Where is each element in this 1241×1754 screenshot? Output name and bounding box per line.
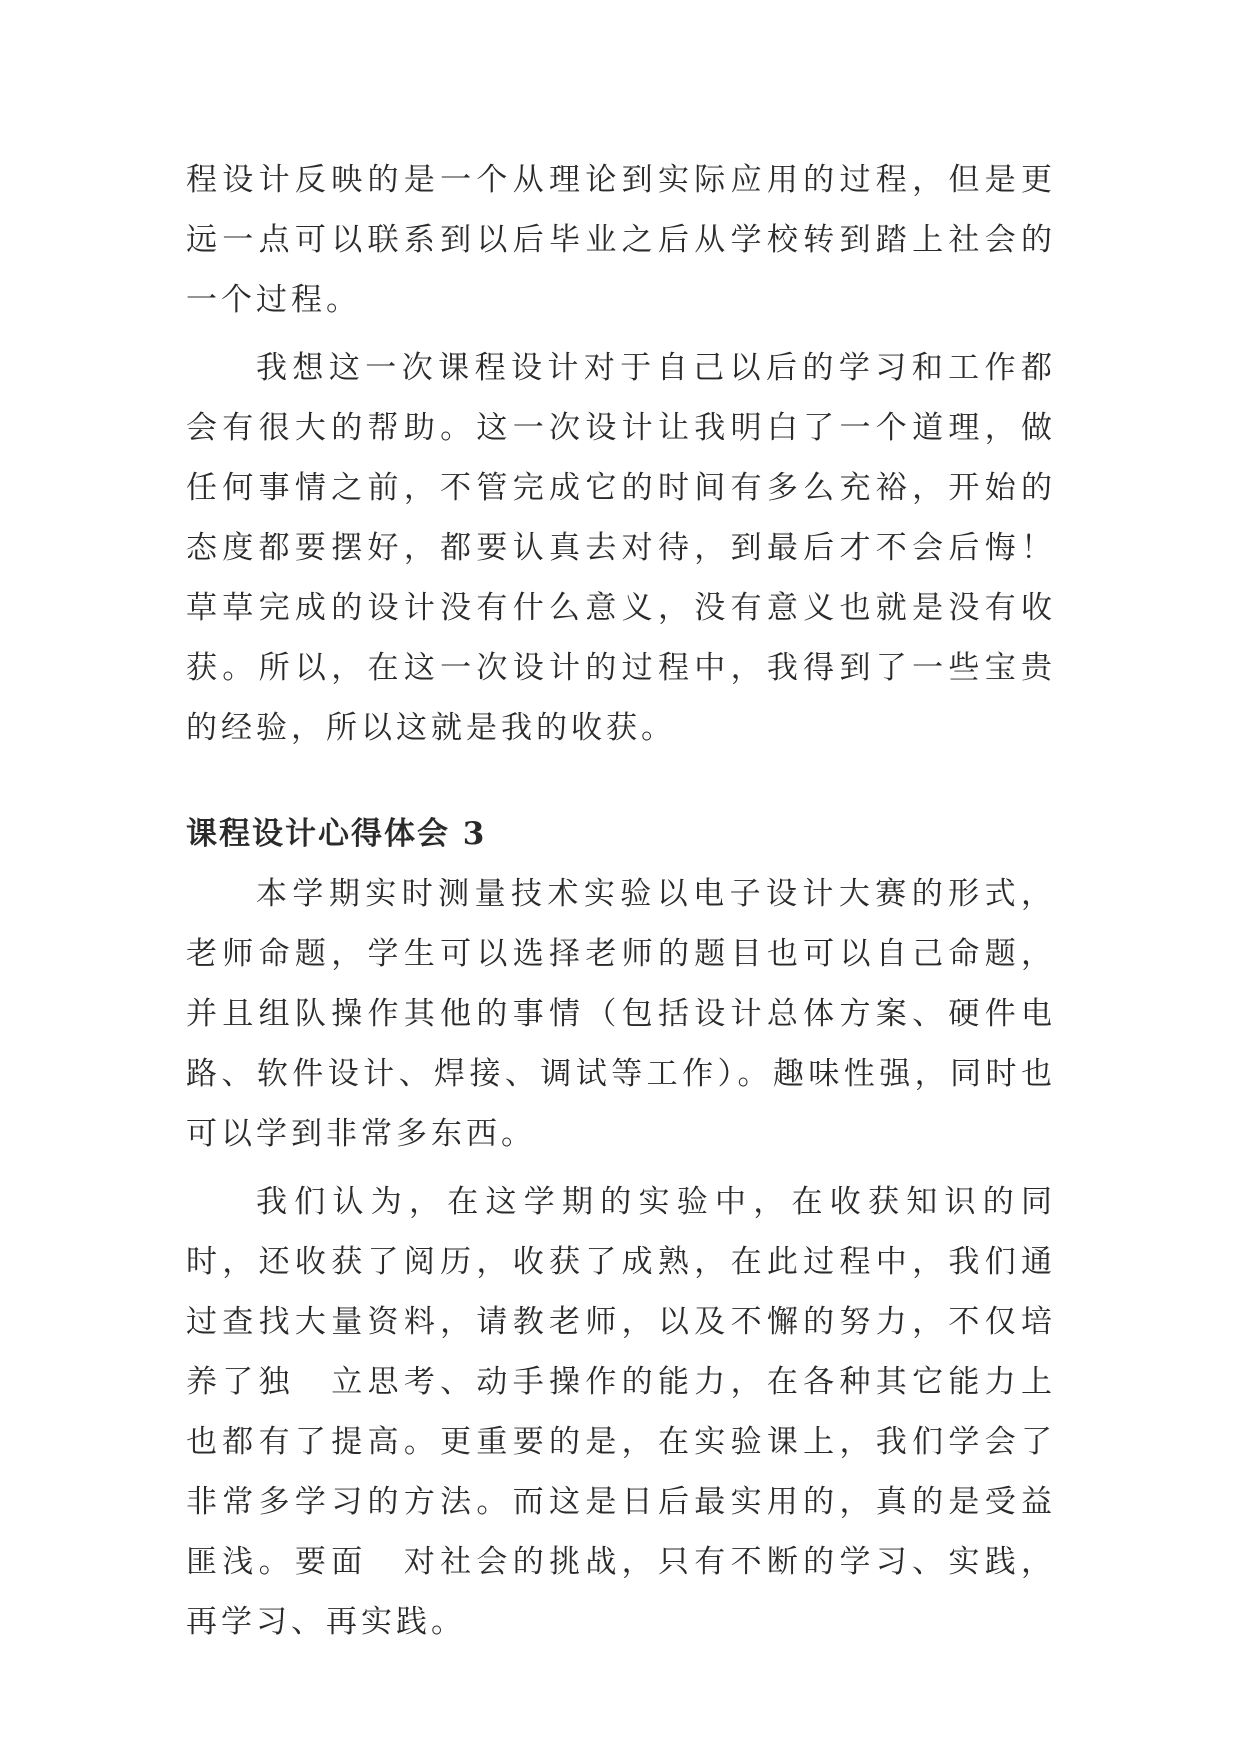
paragraph-continuation: 程设计反映的是一个从理论到实际应用的过程，但是更远一点可以联系到以后毕业之后从学校转到踏上社会的一个过程。	[186, 162, 1056, 318]
document-body	[186, 150, 1056, 1652]
paragraph-experiment-intro: 本学期实时测量技术实验以电子设计大赛的形式，老师命题，学生可以选择老师的题目也可以自己命题，并且组队操作其他的事情（包括设计总体方案、硬件电路、软件设计、焊接、调试等工作）。趣味性强，同时也可以学到非常多东西。	[186, 876, 1056, 1152]
paragraph-experiment-gains: 我们认为，在这学期的实验中，在收获知识的同时，还收获了阅历，收获了成熟，在此过程中，我们通过查找大量资料，请教老师，以及不懈的努力，不仅培养了独 立思考、动手操作的能力，在各种其它能力上也都有了提高。更重要的是，在实验课上，我们学会了非常多学习的方法。而这是日后最实用的，真的是受益匪浅。要面 对社会的挑战，只有不断的学习、实践，再学习、再实践。	[186, 1184, 1056, 1640]
paragraph-reflection: 我想这一次课程设计对于自己以后的学习和工作都会有很大的帮助。这一次设计让我明白了一个道理，做任何事情之前，不管完成它的时间有多么充裕，开始的态度都要摆好，都要认真去对待，到最后才不会后悔！草草完成的设计没有什么意义，没有意义也就是没有收获。所以，在这一次设计的过程中，我得到了一些宝贵的经验，所以这就是我的收获。	[186, 350, 1056, 746]
section-title: 课程设计心得体会 3	[186, 816, 487, 852]
